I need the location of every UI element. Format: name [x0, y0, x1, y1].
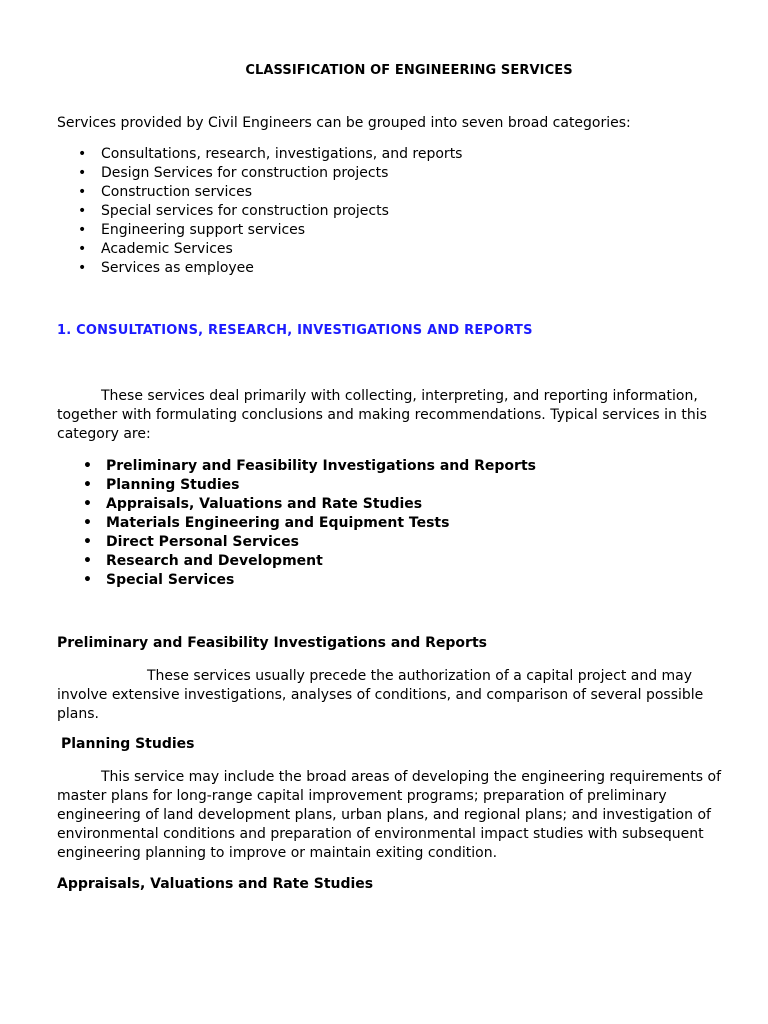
category-list [78, 145, 463, 278]
list-item-text: Research and Development [106, 553, 323, 569]
list-item-text: Planning Studies [106, 477, 240, 493]
list-item [78, 145, 463, 164]
subsection-heading-appraisals: Appraisals, Valuations and Rate Studies [57, 876, 374, 892]
bullet-icon: • [83, 534, 92, 550]
section-paragraph [57, 387, 727, 444]
paragraph-line: together with formulating conclusions and making recommendations. Typical services in this [57, 407, 707, 423]
list-item [83, 514, 536, 533]
list-item [78, 202, 462, 221]
list-item-text: Preliminary and Feasibility Investigations and Reports [106, 458, 536, 474]
bullet-icon: • [83, 477, 92, 493]
document-title: CLASSIFICATION OF ENGINEERING SERVICES [245, 63, 573, 78]
intro-paragraph: Services provided by Civil Engineers can be grouped into seven broad categories: [57, 115, 631, 131]
list-item [83, 457, 536, 476]
bullet-icon: • [83, 553, 92, 569]
list-item [78, 240, 462, 259]
planning-paragraph [57, 768, 727, 863]
bullet-icon: • [78, 146, 87, 162]
paragraph-line: involve extensive investigations, analyses of conditions, and comparison of several possible [57, 687, 704, 703]
subsection-heading-planning: Planning Studies [61, 736, 195, 752]
list-item-text: Construction services [101, 184, 253, 200]
list-item [83, 533, 536, 552]
list-item [78, 164, 462, 183]
paragraph-line: environmental conditions and preparation of environmental impact studies with subsequent [57, 826, 704, 842]
paragraph-line: This service may include the broad areas of developing the engineering requirements of [101, 769, 722, 785]
list-item-text: Engineering support services [101, 222, 306, 238]
preliminary-paragraph [57, 667, 727, 724]
paragraph-line: These services usually precede the authorization of a capital project and may [147, 668, 693, 684]
paragraph-line: engineering of land development plans, urban plans, and regional plans; and investigation of [57, 807, 711, 823]
list-item [83, 571, 536, 590]
list-item [78, 221, 462, 240]
bullet-icon: • [78, 260, 87, 276]
bullet-icon: • [78, 222, 87, 238]
list-item-text: Special services for construction projects [101, 203, 389, 219]
bullet-icon: • [83, 496, 92, 512]
paragraph-line: These services deal primarily with collecting, interpreting, and reporting information, [101, 388, 698, 404]
list-item [83, 476, 536, 495]
bullet-icon: • [83, 458, 92, 474]
bullet-icon: • [78, 165, 87, 181]
bullet-icon: • [83, 515, 92, 531]
list-item [78, 183, 462, 202]
list-item [83, 495, 536, 514]
list-item-text: Appraisals, Valuations and Rate Studies [106, 496, 423, 512]
paragraph-line: plans. [57, 706, 99, 722]
paragraph-line: category are: [57, 426, 151, 442]
list-item-text: Materials Engineering and Equipment Tests [106, 515, 450, 531]
subsection-heading-preliminary: Preliminary and Feasibility Investigations and Reports [57, 635, 487, 651]
bullet-icon: • [83, 572, 92, 588]
list-item-text: Special Services [106, 572, 235, 588]
section-heading: 1. CONSULTATIONS, RESEARCH, INVESTIGATIONS AND REPORTS [57, 323, 533, 338]
bullet-icon: • [78, 241, 87, 257]
list-item-text: Services as employee [101, 260, 254, 276]
bullet-icon: • [78, 203, 87, 219]
bullet-icon: • [78, 184, 87, 200]
list-item [78, 259, 462, 278]
paragraph-line: engineering planning to improve or maintain exiting condition. [57, 845, 498, 861]
list-item-text: Design Services for construction projects [101, 165, 389, 181]
list-item-text: Consultations, research, investigations, and reports [101, 146, 463, 162]
list-item-text: Direct Personal Services [106, 534, 299, 550]
paragraph-line: master plans for long-range capital improvement programs; preparation of preliminary [57, 788, 667, 804]
list-item-text: Academic Services [101, 241, 233, 257]
typical-services-list [83, 457, 536, 590]
list-item [83, 552, 536, 571]
